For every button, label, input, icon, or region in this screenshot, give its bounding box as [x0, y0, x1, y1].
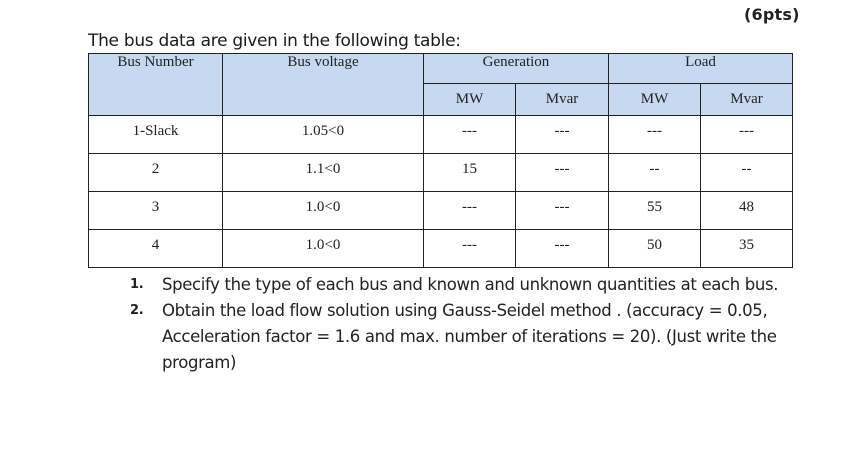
bus-number-cell: 3 — [89, 192, 223, 230]
question-text: Obtain the load flow solution using Gauss-Seidel method . (accuracy = 0.05, Acceleration factor = 1.6 and max. number of iterations = 20). (Just write the program) — [162, 301, 777, 372]
gen-mvar-cell: --- — [516, 154, 609, 192]
header-bus-voltage: Bus voltage — [223, 54, 424, 116]
question-item — [126, 298, 806, 376]
table-row — [89, 154, 793, 192]
question-number: 2. — [130, 303, 144, 318]
table-row — [89, 192, 793, 230]
load-mw-cell: 50 — [609, 230, 701, 268]
header-bus-number: Bus Number — [89, 54, 223, 116]
table-row — [89, 116, 793, 154]
points-label: (6pts) — [744, 5, 800, 24]
header-gen-mw: MW — [424, 84, 516, 116]
question-item — [126, 272, 806, 298]
header-gen-mvar: Mvar — [516, 84, 609, 116]
load-mvar-cell: --- — [701, 116, 793, 154]
header-load-mvar: Mvar — [701, 84, 793, 116]
voltage-cell: 1.0<0 — [223, 192, 424, 230]
header-load-mw: MW — [609, 84, 701, 116]
gen-mw-cell: --- — [424, 116, 516, 154]
intro-text: The bus data are given in the following table: — [88, 31, 461, 51]
bus-number-cell: 2 — [89, 154, 223, 192]
load-mw-cell: 55 — [609, 192, 701, 230]
load-mvar-cell: -- — [701, 154, 793, 192]
gen-mvar-cell: --- — [516, 230, 609, 268]
bus-number-cell: 1-Slack — [89, 116, 223, 154]
question-list — [126, 272, 806, 376]
voltage-cell: 1.0<0 — [223, 230, 424, 268]
header-generation: Generation — [424, 54, 609, 84]
load-mvar-cell: 35 — [701, 230, 793, 268]
gen-mw-cell: --- — [424, 192, 516, 230]
gen-mw-cell: --- — [424, 230, 516, 268]
load-mvar-cell: 48 — [701, 192, 793, 230]
question-number: 1. — [130, 277, 144, 292]
header-load: Load — [609, 54, 793, 84]
gen-mvar-cell: --- — [516, 192, 609, 230]
bus-number-cell: 4 — [89, 230, 223, 268]
gen-mw-cell: 15 — [424, 154, 516, 192]
gen-mvar-cell: --- — [516, 116, 609, 154]
load-mw-cell: --- — [609, 116, 701, 154]
table-row — [89, 230, 793, 268]
bus-data-table — [88, 53, 793, 268]
voltage-cell: 1.1<0 — [223, 154, 424, 192]
load-mw-cell: -- — [609, 154, 701, 192]
question-text: Specify the type of each bus and known and unknown quantities at each bus. — [162, 275, 779, 294]
voltage-cell: 1.05<0 — [223, 116, 424, 154]
